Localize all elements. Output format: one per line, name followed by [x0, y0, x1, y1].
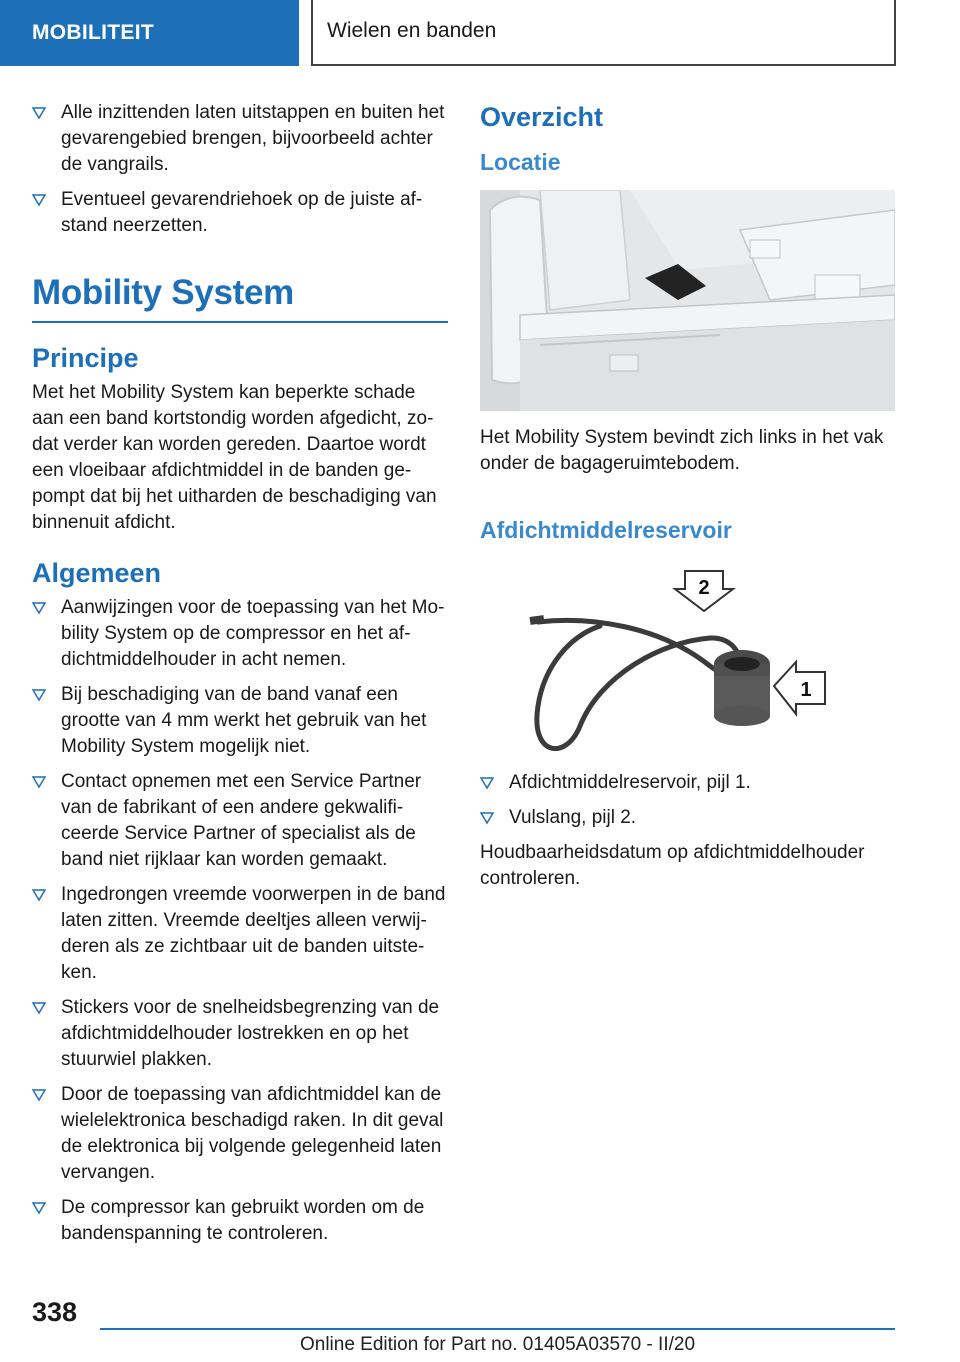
- principle-paragraph: Met het Mobility System kan beperkte schade aan een band kortstondig worden afgedicht, zodat verder kan worden gereden. Daartoe wordt een vloeibaar afdichtmiddel in de banden gepompt dat bij het uitharden de beschadiging van binnenuit afdicht.: [32, 382, 437, 533]
- list-item: [32, 995, 448, 1073]
- edition-note: Online Edition for Part no. 01405A03570 - II/20: [299, 1334, 696, 1355]
- page-number: 338: [32, 1297, 78, 1327]
- list-item: [32, 187, 448, 239]
- trunk-illustration: [480, 190, 895, 411]
- reservoir-heading: Afdichtmiddelreservoir: [480, 517, 732, 543]
- callout-label-1: 1: [800, 679, 812, 701]
- list-item: [32, 100, 448, 178]
- location-caption: Het Mobility System bevindt zich links in het vak onder de bagageruimtebodem.: [480, 427, 884, 474]
- list-item-text: Stickers voor de snelheidsbegrenzing van de afdichtmiddelhouder lostrekken en op het stuurwiel plakken.: [61, 997, 440, 1070]
- footer-divider: [100, 1328, 895, 1330]
- triangle-bullet-icon: [32, 193, 46, 207]
- list-item-text: Bij beschadiging van de band vanaf een grootte van 4 mm werkt het gebruik van het Mobility System mogelijk niet.: [61, 684, 427, 757]
- trunk-location-photo: [480, 190, 895, 411]
- list-item-text: Aanwijzingen voor de toepassing van het Mobility System op de compressor en het afdichtmiddelhouder in acht nemen.: [61, 597, 445, 670]
- list-item-text: Door de toepassing van afdichtmiddel kan de wielelektronica beschadigd raken. In dit geval de elektronica bij volgende gelegenheid laten vervangen.: [61, 1084, 444, 1183]
- overview-heading: Overzicht: [480, 102, 604, 132]
- list-item: [32, 1082, 448, 1186]
- list-item-text: Contact opnemen met een Service Partner van de fabrikant of een andere gekwalificeerde Service Partner of specialist als de band niet rijklaar kan worden gemaakt.: [61, 771, 422, 870]
- chapter-title: Wielen en banden: [311, 0, 896, 66]
- triangle-bullet-icon: [480, 811, 494, 825]
- left-column: [32, 100, 448, 1256]
- list-item: [32, 1195, 448, 1247]
- triangle-bullet-icon: [32, 1201, 46, 1215]
- list-item-text: Eventueel gevarendriehoek op de juiste afstand neerzetten.: [61, 189, 423, 236]
- page-header: [0, 0, 960, 66]
- list-item: [32, 682, 448, 760]
- list-item-text: Alle inzittenden laten uitstappen en buiten het gevarengebied brengen, bijvoorbeeld achter de vangrails.: [61, 102, 445, 175]
- triangle-bullet-icon: [480, 776, 494, 790]
- triangle-bullet-icon: [32, 888, 46, 902]
- subsection-heading-general: Algemeen: [32, 558, 162, 588]
- triangle-bullet-icon: [32, 1088, 46, 1102]
- general-list: [32, 595, 448, 1247]
- section-title: Mobility System: [32, 273, 448, 323]
- list-item: [32, 769, 448, 873]
- list-item: [480, 805, 896, 831]
- list-item-text: Ingedrongen vreemde voorwerpen in de band laten zitten. Vreemde deeltjes alleen verwijderen als ze zichtbaar uit de banden uitsteken.: [61, 884, 446, 983]
- expiry-note: Houdbaarheidsdatum op afdichtmiddelhouder controleren.: [480, 842, 865, 889]
- right-column: [480, 100, 896, 892]
- triangle-bullet-icon: [32, 106, 46, 120]
- list-item-text: Afdichtmiddelreservoir, pijl 1.: [509, 772, 751, 793]
- location-heading: Locatie: [480, 149, 561, 175]
- list-item-text: De compressor kan gebruikt worden om de bandenspanning te controleren.: [61, 1197, 425, 1244]
- list-item-text: Vulslang, pijl 2.: [509, 807, 637, 828]
- section-tab: MOBILITEIT: [0, 0, 299, 66]
- reservoir-list: [480, 770, 896, 831]
- list-item: [32, 882, 448, 986]
- triangle-bullet-icon: [32, 601, 46, 615]
- list-item: [32, 595, 448, 673]
- triangle-bullet-icon: [32, 688, 46, 702]
- sealant-reservoir-illustration: [480, 556, 895, 766]
- reservoir-diagram: [480, 556, 895, 766]
- triangle-bullet-icon: [32, 775, 46, 789]
- callout-label-2: 2: [698, 577, 710, 599]
- triangle-bullet-icon: [32, 1001, 46, 1015]
- subsection-heading-principle: Principe: [32, 343, 139, 373]
- list-item: [480, 770, 896, 796]
